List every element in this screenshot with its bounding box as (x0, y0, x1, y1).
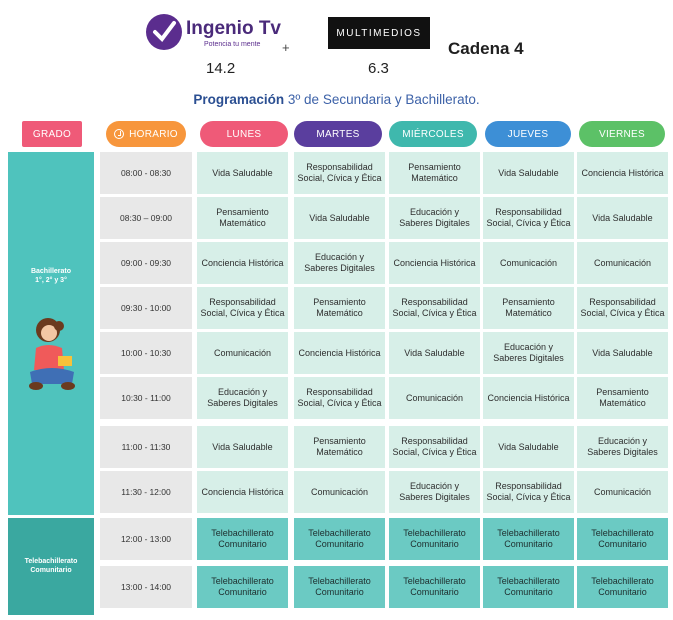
schedule-cell: Conciencia Histórica (197, 471, 288, 513)
schedule-cell: Comunicación (294, 471, 385, 513)
ingenio-tv-name: Ingenio Tv (186, 18, 281, 39)
grado-header: GRADO (22, 121, 82, 147)
schedule-cell: Educación y Saberes Digitales (389, 471, 480, 513)
schedule-cell: Vida Saludable (389, 332, 480, 374)
schedule-cell: Comunicación (483, 242, 574, 284)
schedule-cell: Educación y Saberes Digitales (389, 197, 480, 239)
schedule-cell: Vida Saludable (294, 197, 385, 239)
cadena-label: Cadena 4 (448, 39, 524, 58)
ingenio-tv-tagline: Potencia tu mente (204, 41, 261, 48)
schedule-cell: Responsabilidad Social, Cívica y Ética (389, 426, 480, 468)
ingenio-channel-number: 14.2 (206, 60, 236, 77)
schedule-cell: Telebachillerato Comunitario (577, 518, 668, 560)
schedule-cell: Comunicación (197, 332, 288, 374)
student-girl-illustration (22, 312, 82, 394)
schedule-cell: Responsabilidad Social, Cívica y Ética (389, 287, 480, 329)
schedule-cell: Responsabilidad Social, Cívica y Ética (294, 152, 385, 194)
day-header-0: LUNES (200, 121, 288, 147)
schedule-cell: Vida Saludable (197, 152, 288, 194)
schedule-cell: Telebachillerato Comunitario (197, 566, 288, 608)
schedule-cell: Telebachillerato Comunitario (197, 518, 288, 560)
schedule-cell: Pensamiento Matemático (483, 287, 574, 329)
schedule-cell: Responsabilidad Social, Cívica y Ética (294, 377, 385, 419)
time-slot: 08:00 - 08:30 (100, 152, 192, 194)
grado-bachillerato-label: Bachillerato 1°, 2° y 3° (30, 268, 72, 284)
schedule-cell: Vida Saludable (483, 152, 574, 194)
multimedios-logo: MULTIMEDIOS (328, 17, 430, 49)
schedule-cell: Telebachillerato Comunitario (483, 566, 574, 608)
time-slot: 11:30 - 12:00 (100, 471, 192, 513)
schedule-cell: Conciencia Histórica (389, 242, 480, 284)
schedule-cell: Pensamiento Matemático (577, 377, 668, 419)
schedule-cell: Comunicación (389, 377, 480, 419)
schedule-cell: Telebachillerato Comunitario (294, 518, 385, 560)
schedule-cell: Pensamiento Matemático (294, 426, 385, 468)
grado-telebachillerato: Telebachillerato Comunitario (8, 518, 94, 615)
multimedios-channel-number: 6.3 (368, 60, 389, 77)
time-slot: 13:00 - 14:00 (100, 566, 192, 608)
clock-icon (114, 129, 124, 139)
schedule-cell: Vida Saludable (577, 332, 668, 374)
checkmark-icon (146, 14, 182, 50)
schedule-cell: Educación y Saberes Digitales (483, 332, 574, 374)
schedule-cell: Responsabilidad Social, Cívica y Ética (197, 287, 288, 329)
schedule-cell: Conciencia Histórica (197, 242, 288, 284)
ingenio-tv-logo (146, 8, 281, 60)
schedule-cell: Vida Saludable (577, 197, 668, 239)
horario-header (106, 121, 186, 147)
program-title-rest: 3º de Secundaria y Bachillerato. (284, 92, 480, 107)
time-slot: 10:30 - 11:00 (100, 377, 192, 419)
day-header-2: MIÉRCOLES (389, 121, 477, 147)
program-title-bold: Programación (193, 92, 285, 107)
schedule-cell: Responsabilidad Social, Cívica y Ética (483, 197, 574, 239)
program-title (0, 92, 673, 107)
time-slot: 09:30 - 10:00 (100, 287, 192, 329)
schedule-cell: Telebachillerato Comunitario (483, 518, 574, 560)
schedule-cell: Pensamiento Matemático (389, 152, 480, 194)
schedule-cell: Educación y Saberes Digitales (577, 426, 668, 468)
schedule-cell: Pensamiento Matemático (197, 197, 288, 239)
schedule-cell: Telebachillerato Comunitario (389, 566, 480, 608)
schedule-cell: Telebachillerato Comunitario (577, 566, 668, 608)
schedule-cell: Responsabilidad Social, Cívica y Ética (577, 287, 668, 329)
schedule-cell: Pensamiento Matemático (294, 287, 385, 329)
schedule-cell: Conciencia Histórica (294, 332, 385, 374)
grado-bachillerato (8, 152, 94, 515)
schedule-cell: Educación y Saberes Digitales (294, 242, 385, 284)
schedule-cell: Comunicación (577, 242, 668, 284)
schedule-cell: Educación y Saberes Digitales (197, 377, 288, 419)
horario-label: HORARIO (129, 128, 178, 140)
schedule-cell: Comunicación (577, 471, 668, 513)
time-slot: 11:00 - 11:30 (100, 426, 192, 468)
schedule-cell: Responsabilidad Social, Cívica y Ética (483, 471, 574, 513)
day-header-3: JUEVES (485, 121, 571, 147)
time-slot: 08:30 – 09:00 (100, 197, 192, 239)
schedule-cell: Telebachillerato Comunitario (294, 566, 385, 608)
time-slot: 10:00 - 10:30 (100, 332, 192, 374)
schedule-cell: Telebachillerato Comunitario (389, 518, 480, 560)
time-slot: 12:00 - 13:00 (100, 518, 192, 560)
schedule-cell: Conciencia Histórica (483, 377, 574, 419)
time-slot: 09:00 - 09:30 (100, 242, 192, 284)
day-header-1: MARTES (294, 121, 382, 147)
schedule-cell: Vida Saludable (197, 426, 288, 468)
day-header-4: VIERNES (579, 121, 665, 147)
schedule-cell: Vida Saludable (483, 426, 574, 468)
plus-sign: + (282, 40, 290, 55)
schedule-cell: Conciencia Histórica (577, 152, 668, 194)
